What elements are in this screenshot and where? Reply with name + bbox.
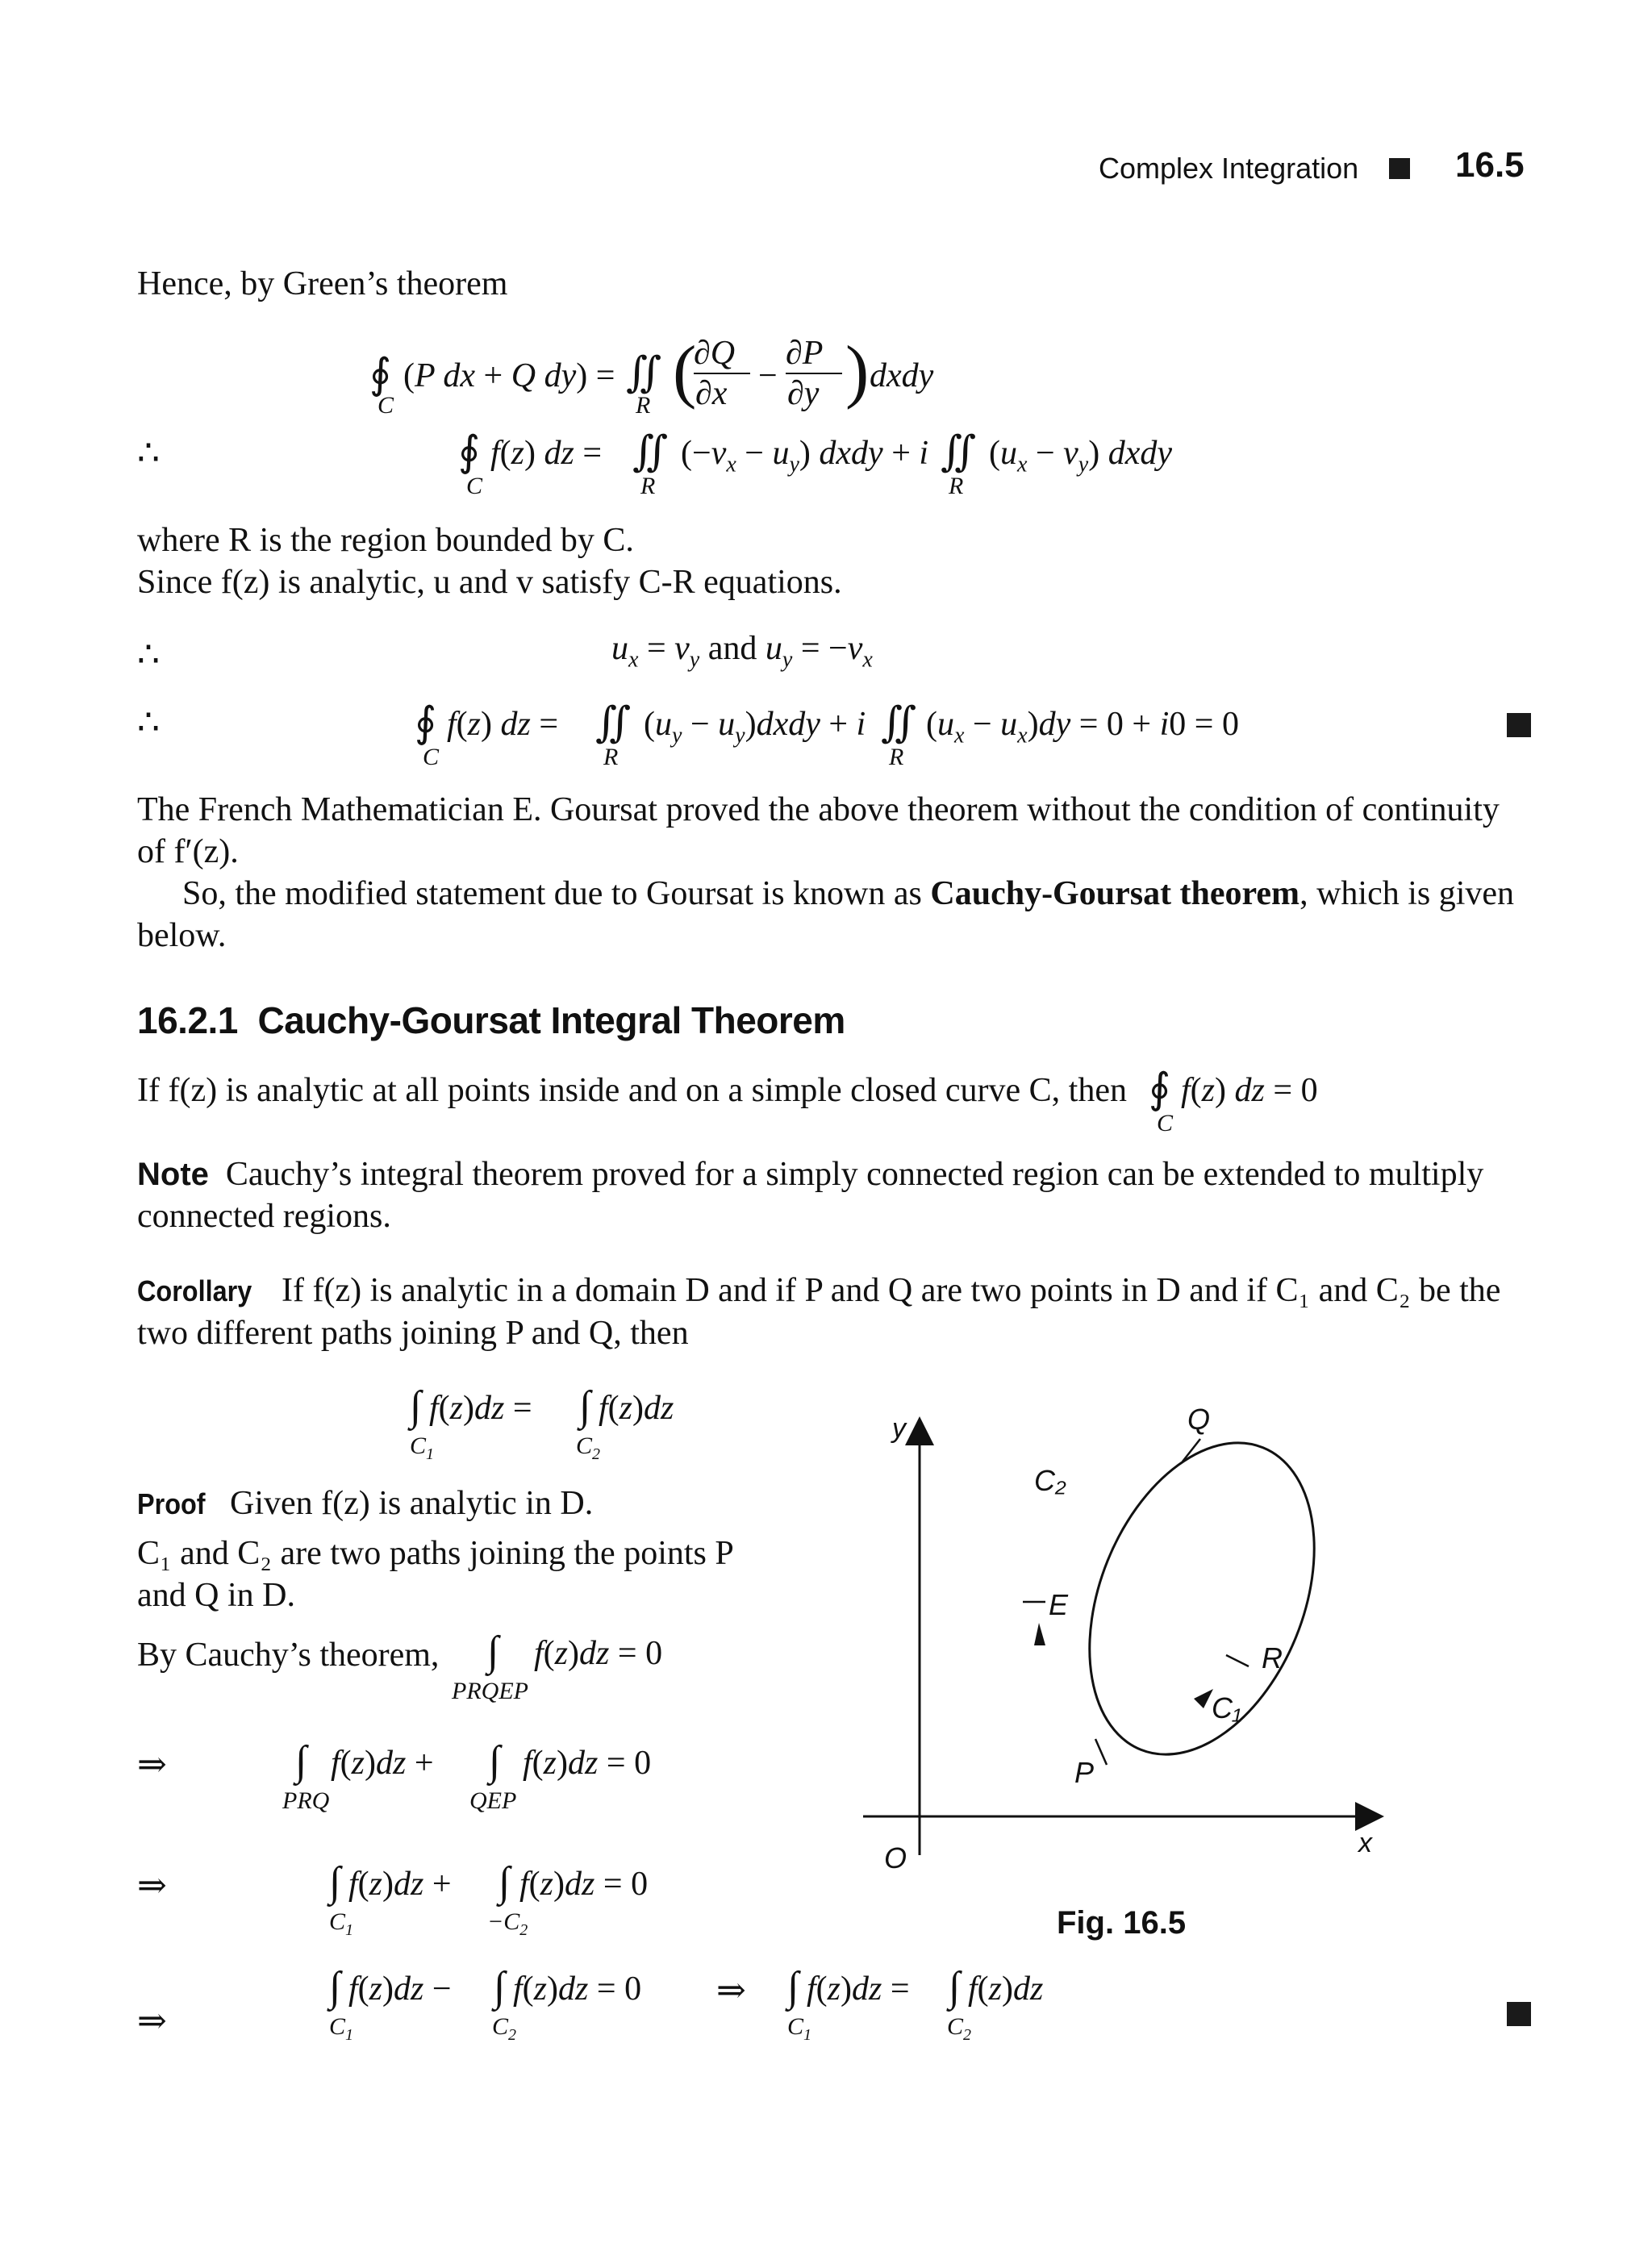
note-label: Note [137,1157,209,1192]
cauchy-goursat-bold: Cauchy-Goursat theorem [930,875,1300,912]
x-axis-label: x [1358,1828,1372,1858]
end-of-proof-marker-1 [1507,713,1531,737]
header-title: Complex Integration [1099,152,1359,185]
cauchy-theorem-prqep: ∫ f(z)dz = 0 PRQEP [452,1628,663,1704]
cauchy-goursat-formula: ∮ f(z) dz = 0 C [1149,1066,1318,1136]
tick-q [1183,1439,1200,1462]
cr-equations: $u_x = v_y$ and $u_y = -v_x$ [611,630,873,673]
corollary-label: Corollary [137,1274,252,1307]
corollary-text: If f(z) is analytic in a domain D and if P and Q are two points in D and if C₁ and C₂ be the two different paths joining P and Q, then [137,1272,1501,1352]
implies-equation-3: ∫ f(z)dz − ∫ f(z)dz = 0 $C_1$ $C_2$ [329,1964,642,2044]
proof-line-2: C₁ and C₂ are two paths joining the points P and Q in D. [137,1535,733,1614]
implies-equation-1: ∫ f(z)dz + ∫ f(z)dz = 0 PRQ QEP [282,1738,652,1814]
proof-line-1 [137,1482,593,1525]
proof-line1-text: Given f(z) is analytic in D. [230,1485,594,1522]
point-e-label: E [1049,1588,1069,1621]
zero-integral-equation: ∮ f(z) dz = ∬ ($u_y$ − $u_y)dxdy + i$ ∬ $(u_x - u_x)dy = 0 + i0 = 0$ C R R [415,700,1239,770]
contour-integral-equation: ∮ f(z) dz = ∬ $(-v_x - u_y)$ dxdy + i ∬ $(u_x - v_y)$ dxdy C R R [458,429,1173,499]
therefore-symbol-1: ∴ [137,433,160,473]
proof-label: Proof [137,1487,206,1520]
header-bullet [1389,158,1410,179]
intro-text: Hence, by Green’s theorem [137,265,508,302]
figure-caption: Fig. 16.5 [1057,1905,1187,1941]
therefore-symbol-2: ∴ [137,635,160,674]
arrow-c1 [1194,1689,1213,1708]
implies-symbol-1: ⇒ [137,1745,167,1784]
greens-theorem-equation: ∮ (P dx + Q dy) = ∬ ( ∂Q ∂x − ∂P ∂y ) dxdy C R [369,332,934,419]
modified-statement-paragraph [137,873,1533,957]
corollary-paragraph [137,1270,1533,1354]
modified-post: , which is given below. [137,875,1515,954]
tick-p [1095,1739,1107,1765]
proof-line-3: By Cauchy’s theorem, [137,1637,440,1674]
closed-curve [1047,1410,1358,1788]
figure-16-5 [855,1403,1412,1895]
implies-equation-4: ∫ f(z)dz = ∫ f(z)dz $C_1$ $C_2$ [787,1964,1044,2044]
tick-r [1226,1655,1249,1666]
corollary-equation: ∫ f(z)dz = ∫ f(z)dz $C_1$ $C_2$ [410,1383,674,1463]
implies-equation-2: ∫ f(z)dz + ∫ f(z)dz = 0 $C_1$ $-C_2$ [329,1859,649,1939]
section-heading [137,999,845,1042]
point-q-label: Q [1187,1403,1211,1436]
origin-label: O [884,1841,907,1874]
goursat-paragraph: The French Mathematician E. Goursat proved the above theorem without the condition of continuity of f′(z). [137,791,1500,870]
note-paragraph [137,1153,1533,1237]
implies-symbol-4: ⇒ [716,1970,746,2010]
implies-symbol-3: ⇒ [137,2001,167,2041]
therefore-symbol-3: ∴ [137,703,160,742]
analytic-text: Since f(z) is analytic, u and v satisfy C-R equations. [137,564,842,601]
modified-pre: So, the modified statement due to Goursat is known as [182,875,931,912]
note-text: Cauchy’s integral theorem proved for a simply connected region can be extended to multiply connected regions. [137,1156,1484,1235]
page-number: 16.5 [1455,145,1525,185]
curve-c2-label: C₂ [1034,1464,1066,1497]
section-statement: If f(z) is analytic at all points inside and on a simple closed curve C, then [137,1072,1127,1109]
implies-symbol-2: ⇒ [137,1866,167,1905]
region-text: where R is the region bounded by C. [137,522,634,559]
y-axis-label: y [892,1413,906,1444]
end-of-proof-marker-2 [1507,2002,1531,2026]
arrow-c2 [1034,1623,1045,1645]
point-p-label: P [1074,1756,1095,1789]
curve-c1-label: C₁ [1212,1691,1242,1724]
section-title: Cauchy-Goursat Integral Theorem [257,999,845,1041]
section-number: 16.2.1 [137,999,238,1041]
point-r-label: R [1262,1641,1283,1674]
